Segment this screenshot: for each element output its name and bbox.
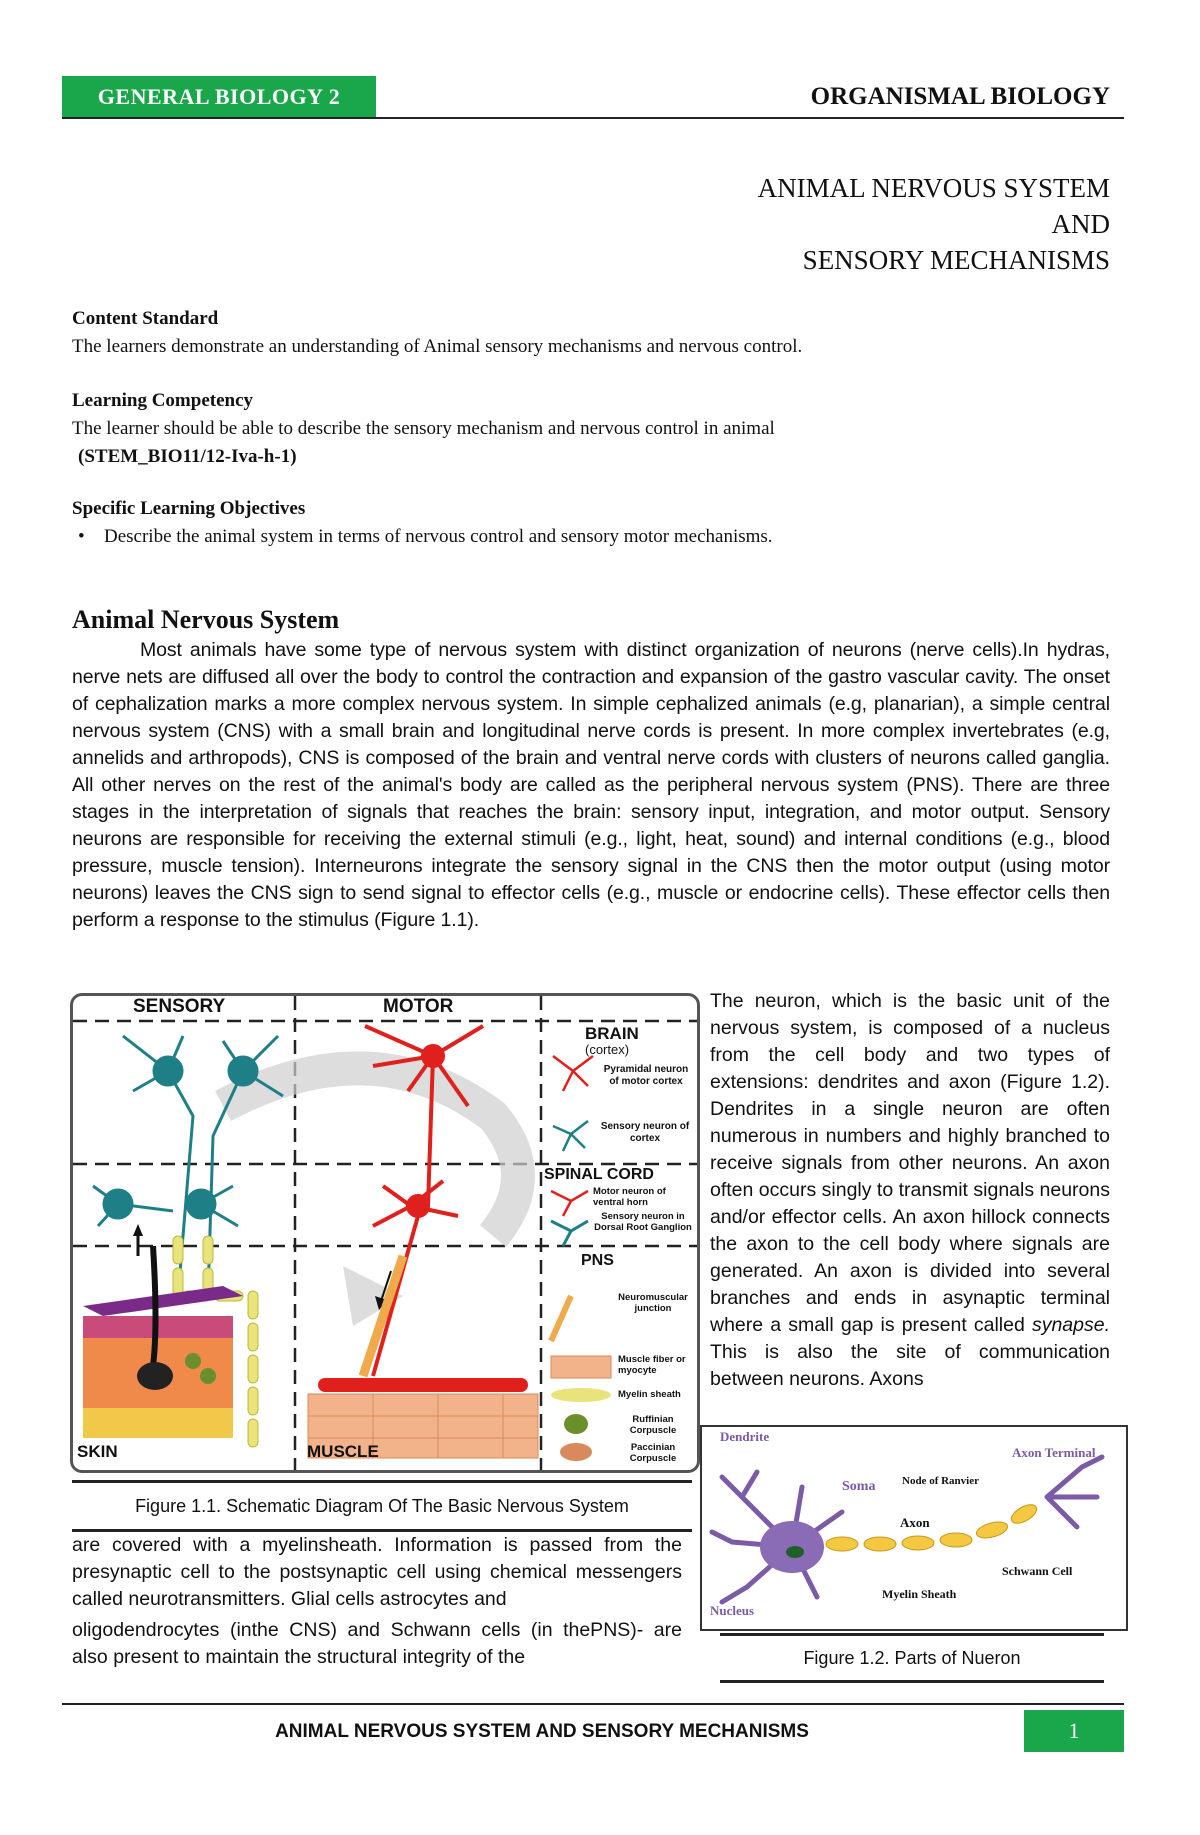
main-paragraph-text: Most animals have some type of nervous system with distinct organization of neurons (nerve cells).In hydras, nerve nets are diffused all over the body to control the contraction and expansion of the gastro vascular cavity. The onset of cephalization marks a more complex nervous system. In simple cephalized animals (e.g, planarian), a simple central nervous system (CNS) with a small brain and longitudinal nerve cords is present. In more complex invertebrates (e.g, annelids and arthropods), CNS is composed of the brain and ventral nerve cords with clusters of neurons called ganglia. All other nerves on the rest of the animal's body are called as the peripheral nervous system (PNS). There are three stages in the interpretation of signals that reaches the brain: sensory input, integration, and motor output. Sensory neurons are responsible for receiving the external stimuli (e.g., light, heat, sound) and internal conditions (e.g., blood pressure, muscle tension). Interneurons integrate the sensory signal in the CNS then the motor output (using motor neurons) leaves the CNS sign to send signal to effector cells (e.g., muscle or endocrine cells). These effector cells then perform a response to the stimulus (Figure 1.1). bbox=[72, 639, 1110, 931]
fig1-label-ruffinian: Ruffinian Corpuscle bbox=[629, 1414, 677, 1436]
learning-competency-label: Learning Competency bbox=[72, 390, 254, 411]
right-column-tail: This is also the site of communication between neurons. Axons bbox=[710, 1341, 1110, 1390]
fig1-label-muscle-fiber: Muscle fiber or myocyte bbox=[618, 1354, 686, 1376]
right-column-text bbox=[710, 988, 1110, 1393]
fig2-label-schwann: Schwann Cell bbox=[1002, 1564, 1073, 1578]
synapse-term: synapse. bbox=[1031, 1314, 1110, 1336]
fig2-label-nucleus: Nucleus bbox=[710, 1603, 755, 1618]
figure2-caption: Figure 1.2. Parts of Nueron bbox=[720, 1633, 1104, 1683]
fig1-label-sensory: SENSORY bbox=[133, 996, 226, 1017]
fig1-label-sensory-dorsal: Sensory neuron in Dorsal Root Ganglion bbox=[594, 1211, 692, 1233]
fig1-label-myelin: Myelin sheath bbox=[618, 1389, 681, 1400]
learning-competency-code: (STEM_BIO11/12-Iva-h-1) bbox=[78, 446, 297, 467]
left-continuation-p1: are covered with a myelinsheath. Information is passed from the presynaptic cell to the postsynaptic cell using chemical messengers called neurotransmitters. Glial cells astrocytes and bbox=[72, 1534, 682, 1610]
objective-item: • Describe the animal system in terms of nervous control and sensory motor mechanisms. bbox=[72, 523, 1110, 551]
page-number: 1 bbox=[1024, 1710, 1124, 1752]
objectives-label: Specific Learning Objectives bbox=[72, 498, 306, 519]
objectives-section bbox=[72, 495, 1110, 551]
footer-title: ANIMAL NERVOUS SYSTEM AND SENSORY MECHANISMS bbox=[275, 1721, 809, 1742]
learning-competency-text: The learner should be able to describe the sensory mechanism and nervous control in animal bbox=[72, 418, 775, 439]
left-continuation-text bbox=[72, 1532, 682, 1675]
fig1-label-skin: SKIN bbox=[77, 1442, 118, 1461]
content-standard-text: The learners demonstrate an understanding of Animal sensory mechanisms and nervous control. bbox=[72, 336, 803, 357]
fig2-label-myelin-sheath: Myelin Sheath bbox=[882, 1587, 957, 1601]
fig2-label-soma: Soma bbox=[842, 1479, 876, 1494]
fig1-label-muscle: MUSCLE bbox=[307, 1442, 379, 1461]
fig1-label-sensory-cortex: Sensory neuron of cortex bbox=[600, 1121, 690, 1144]
fig2-label-node-ranvier: Node of Ranvier bbox=[902, 1475, 979, 1487]
fig1-label-spinal-cord: SPINAL CORD bbox=[544, 1166, 654, 1183]
document-title bbox=[758, 170, 1110, 278]
left-continuation-p2: oligodendrocytes (inthe CNS) and Schwann cells (in thePNS)- are also present to maintain the structural integrity of the bbox=[72, 1619, 682, 1668]
fig1-label-motor: MOTOR bbox=[383, 996, 454, 1017]
footer-divider bbox=[62, 1703, 1124, 1705]
figure-nervous-system-diagram bbox=[70, 993, 700, 1473]
title-line-2: AND bbox=[1051, 209, 1110, 239]
fig1-label-nmj: Neuromuscular junction bbox=[618, 1292, 688, 1314]
header-subject-tab: GENERAL BIOLOGY 2 bbox=[62, 76, 376, 118]
fig2-label-dendrite: Dendrite bbox=[720, 1429, 770, 1444]
title-line-3: SENSORY MECHANISMS bbox=[802, 245, 1110, 275]
fig2-label-axon-terminal: Axon Terminal bbox=[1012, 1445, 1096, 1460]
header-divider bbox=[62, 117, 1124, 119]
content-standard-label: Content Standard bbox=[72, 308, 219, 329]
main-paragraph bbox=[72, 637, 1110, 934]
fig1-label-paccinian: Paccinian Corpuscle bbox=[629, 1442, 677, 1464]
right-column-body: The neuron, which is the basic unit of the nervous system, is composed of a nucleus from the cell body and two types of extensions: dendrites and axon (Figure 1.2). Dendrites in a single neuron are often numerous in numbers and highly branched to receive signals from other neurons. An axon often occurs singly to transmit signals neurons and/or effector cells. An axon hillock connects the axon to the cell body where signals are generated. An axon is divided into several branches and ends in asynaptic terminal where a small gap is present called bbox=[710, 990, 1110, 1336]
fig1-label-motor-ventral: Motor neuron of ventral horn bbox=[593, 1186, 666, 1208]
figure-neuron-parts bbox=[700, 1425, 1128, 1631]
learning-competency-section bbox=[72, 387, 1110, 471]
header-topic-title: ORGANISMAL BIOLOGY bbox=[810, 83, 1110, 110]
fig2-label-axon: Axon bbox=[900, 1515, 930, 1530]
figure1-caption: Figure 1.1. Schematic Diagram Of The Basic Nervous System bbox=[72, 1480, 692, 1532]
fig1-label-cortex: (cortex) bbox=[585, 1042, 630, 1057]
fig1-label-pyramidal: Pyramidal neuron of motor cortex bbox=[603, 1064, 689, 1087]
content-standard-section bbox=[72, 305, 1110, 361]
fig1-label-brain: BRAIN bbox=[585, 1024, 639, 1043]
fig1-label-pns: PNS bbox=[581, 1252, 614, 1269]
title-line-1: ANIMAL NERVOUS SYSTEM bbox=[757, 173, 1110, 203]
section-heading: Animal Nervous System bbox=[72, 605, 340, 634]
